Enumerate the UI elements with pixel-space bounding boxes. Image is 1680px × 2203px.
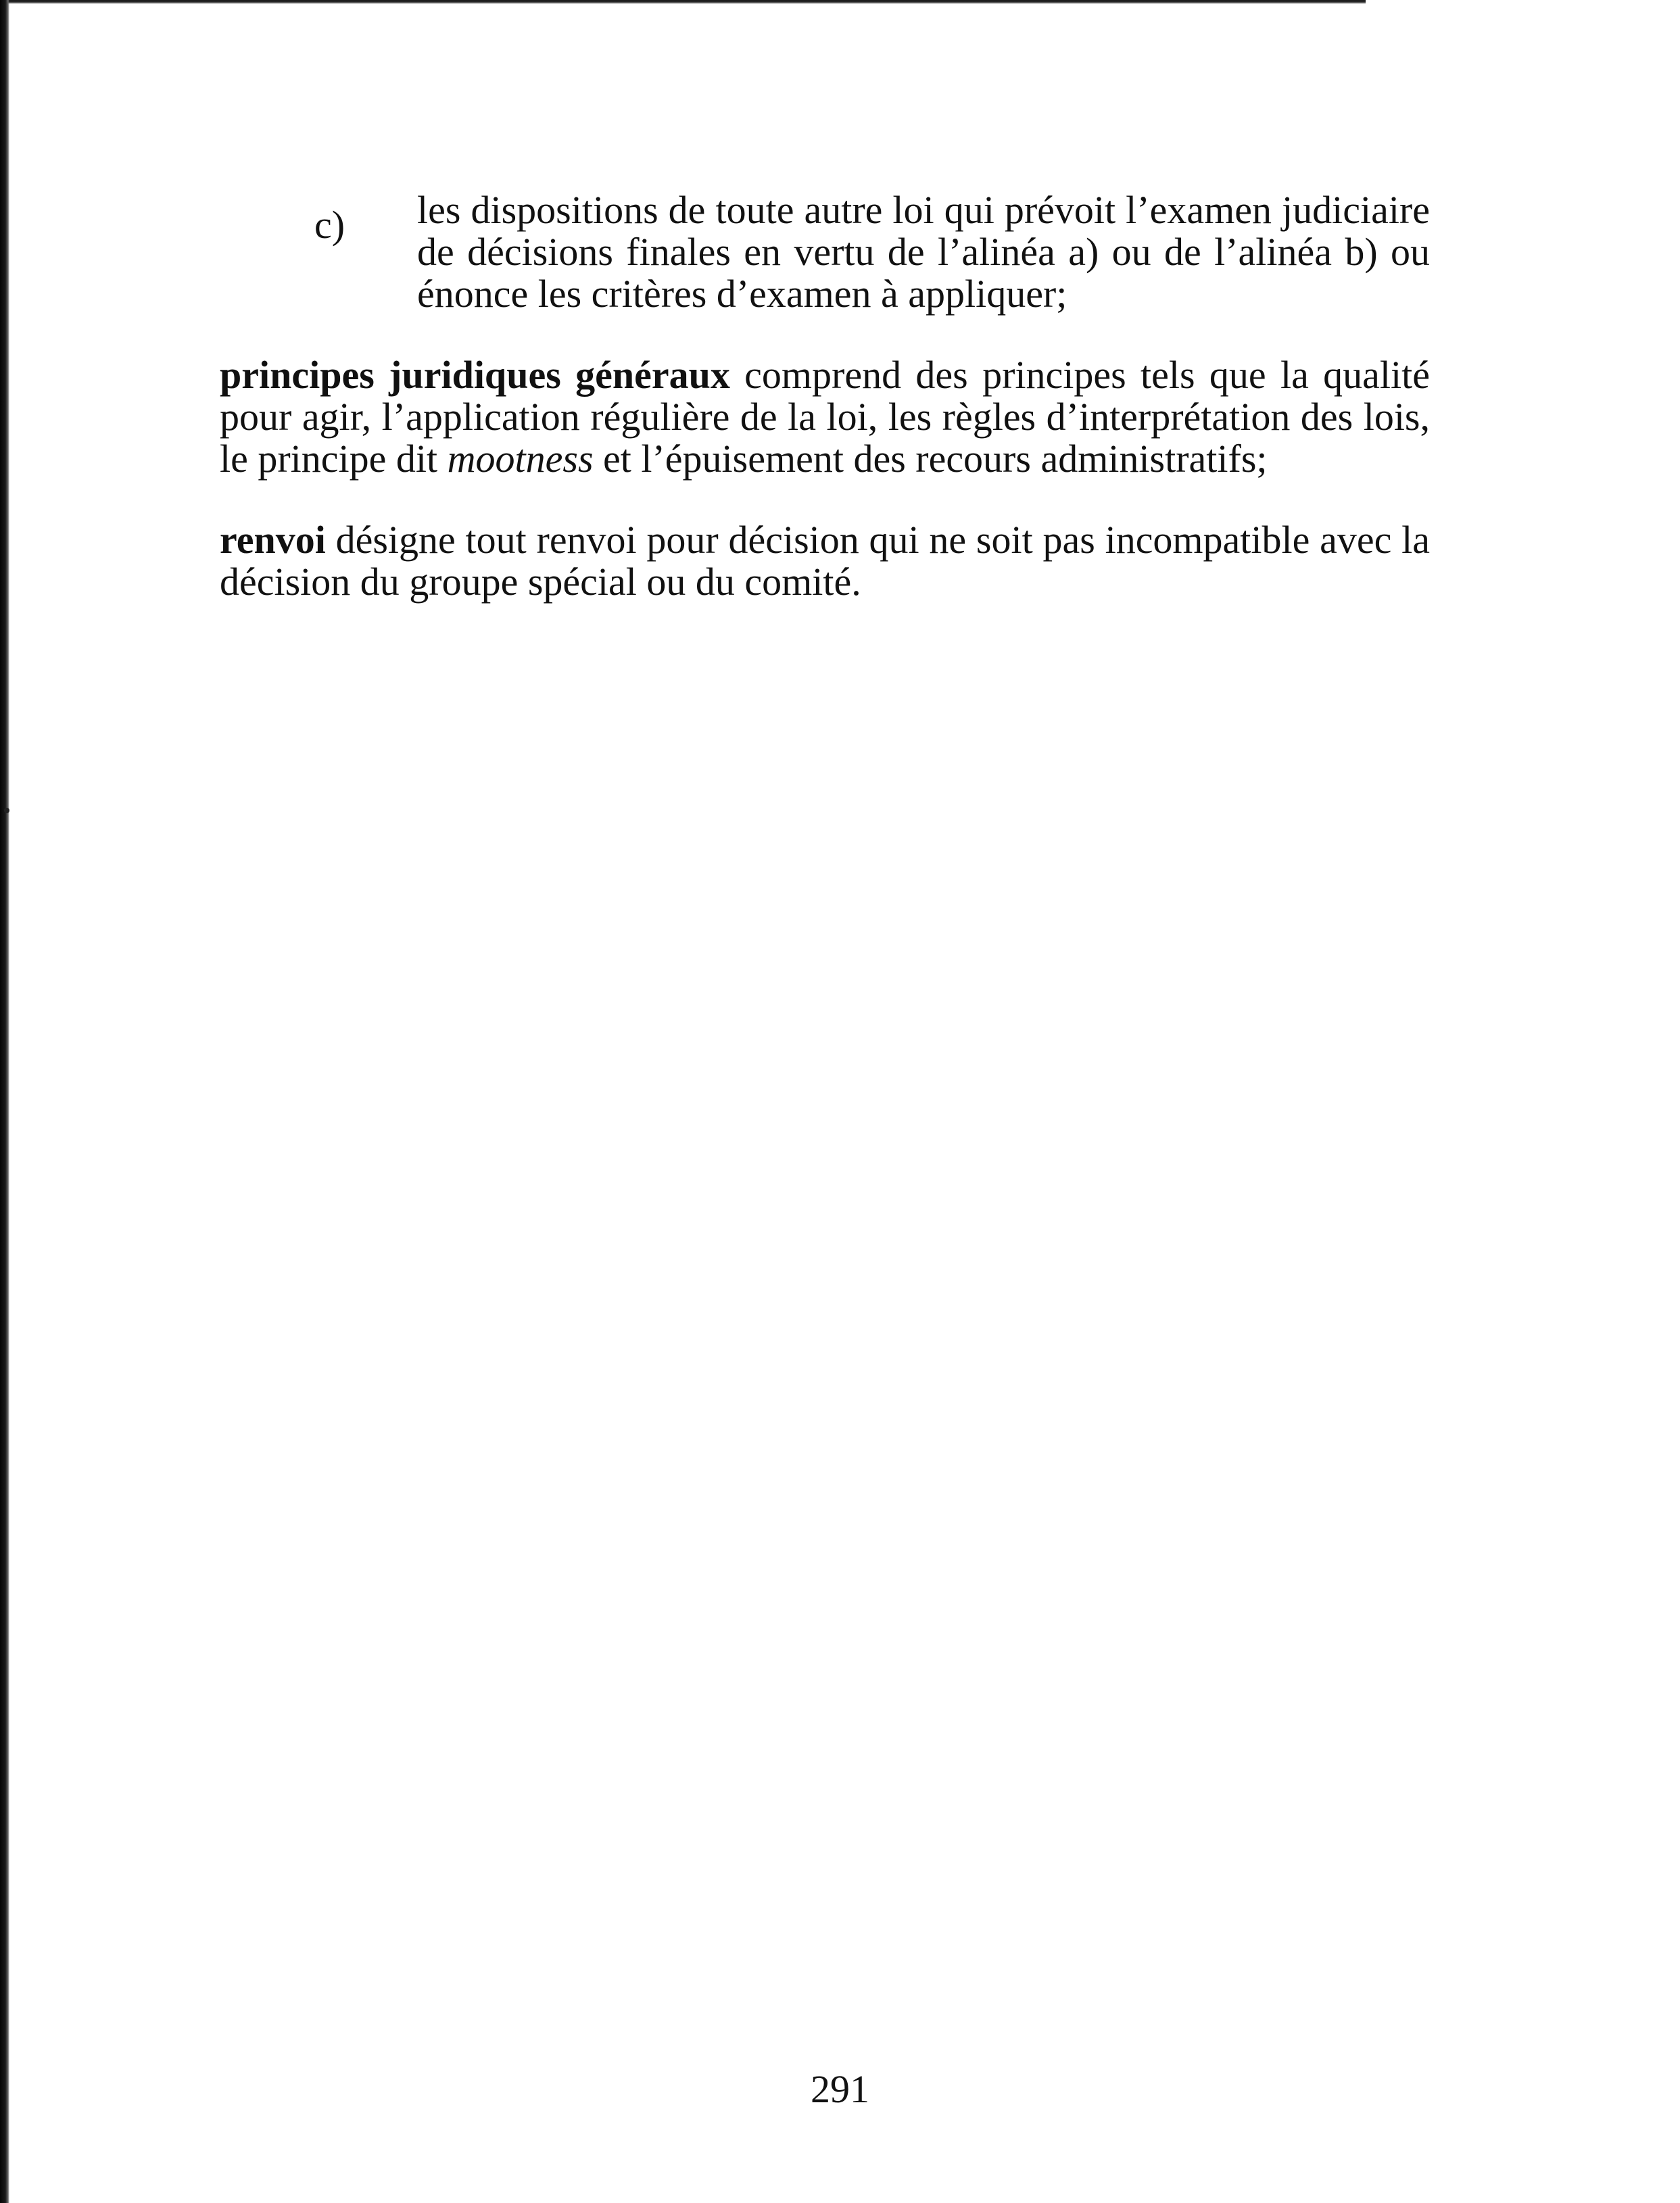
definition-text-end: et l’épuisement des recours administratifs; [593,437,1268,481]
definition-term: principes juridiques généraux [220,353,730,397]
page-body [220,189,1430,642]
definition-italic-term: mootness [447,437,594,481]
definition-principes-juridiques [220,354,1430,480]
list-item-marker: c) [314,203,345,247]
definition-term: renvoi [220,518,326,562]
list-item-text: les dispositions de toute autre loi qui prévoit l’examen judiciaire de décisions finales en vertu de l’alinéa a) ou de l’alinéa b) ou énonce les critères d’examen à appliquer; [417,188,1430,316]
definition-renvoi [220,519,1430,603]
scan-left-edge-shadow [0,0,9,2203]
list-item-c [220,189,1430,315]
definition-text: comprend des principes tels que la qualité pour agir, l’application régulière de la loi, les règles d’interprétation des lois, le principe dit [220,353,1430,481]
scan-top-edge-shadow [0,0,1366,4]
page-number: 291 [811,2067,869,2111]
scan-speck [4,808,9,813]
definition-text: désigne tout renvoi pour décision qui ne soit pas incompatible avec la décision du groupe spécial ou du comité. [220,518,1430,604]
